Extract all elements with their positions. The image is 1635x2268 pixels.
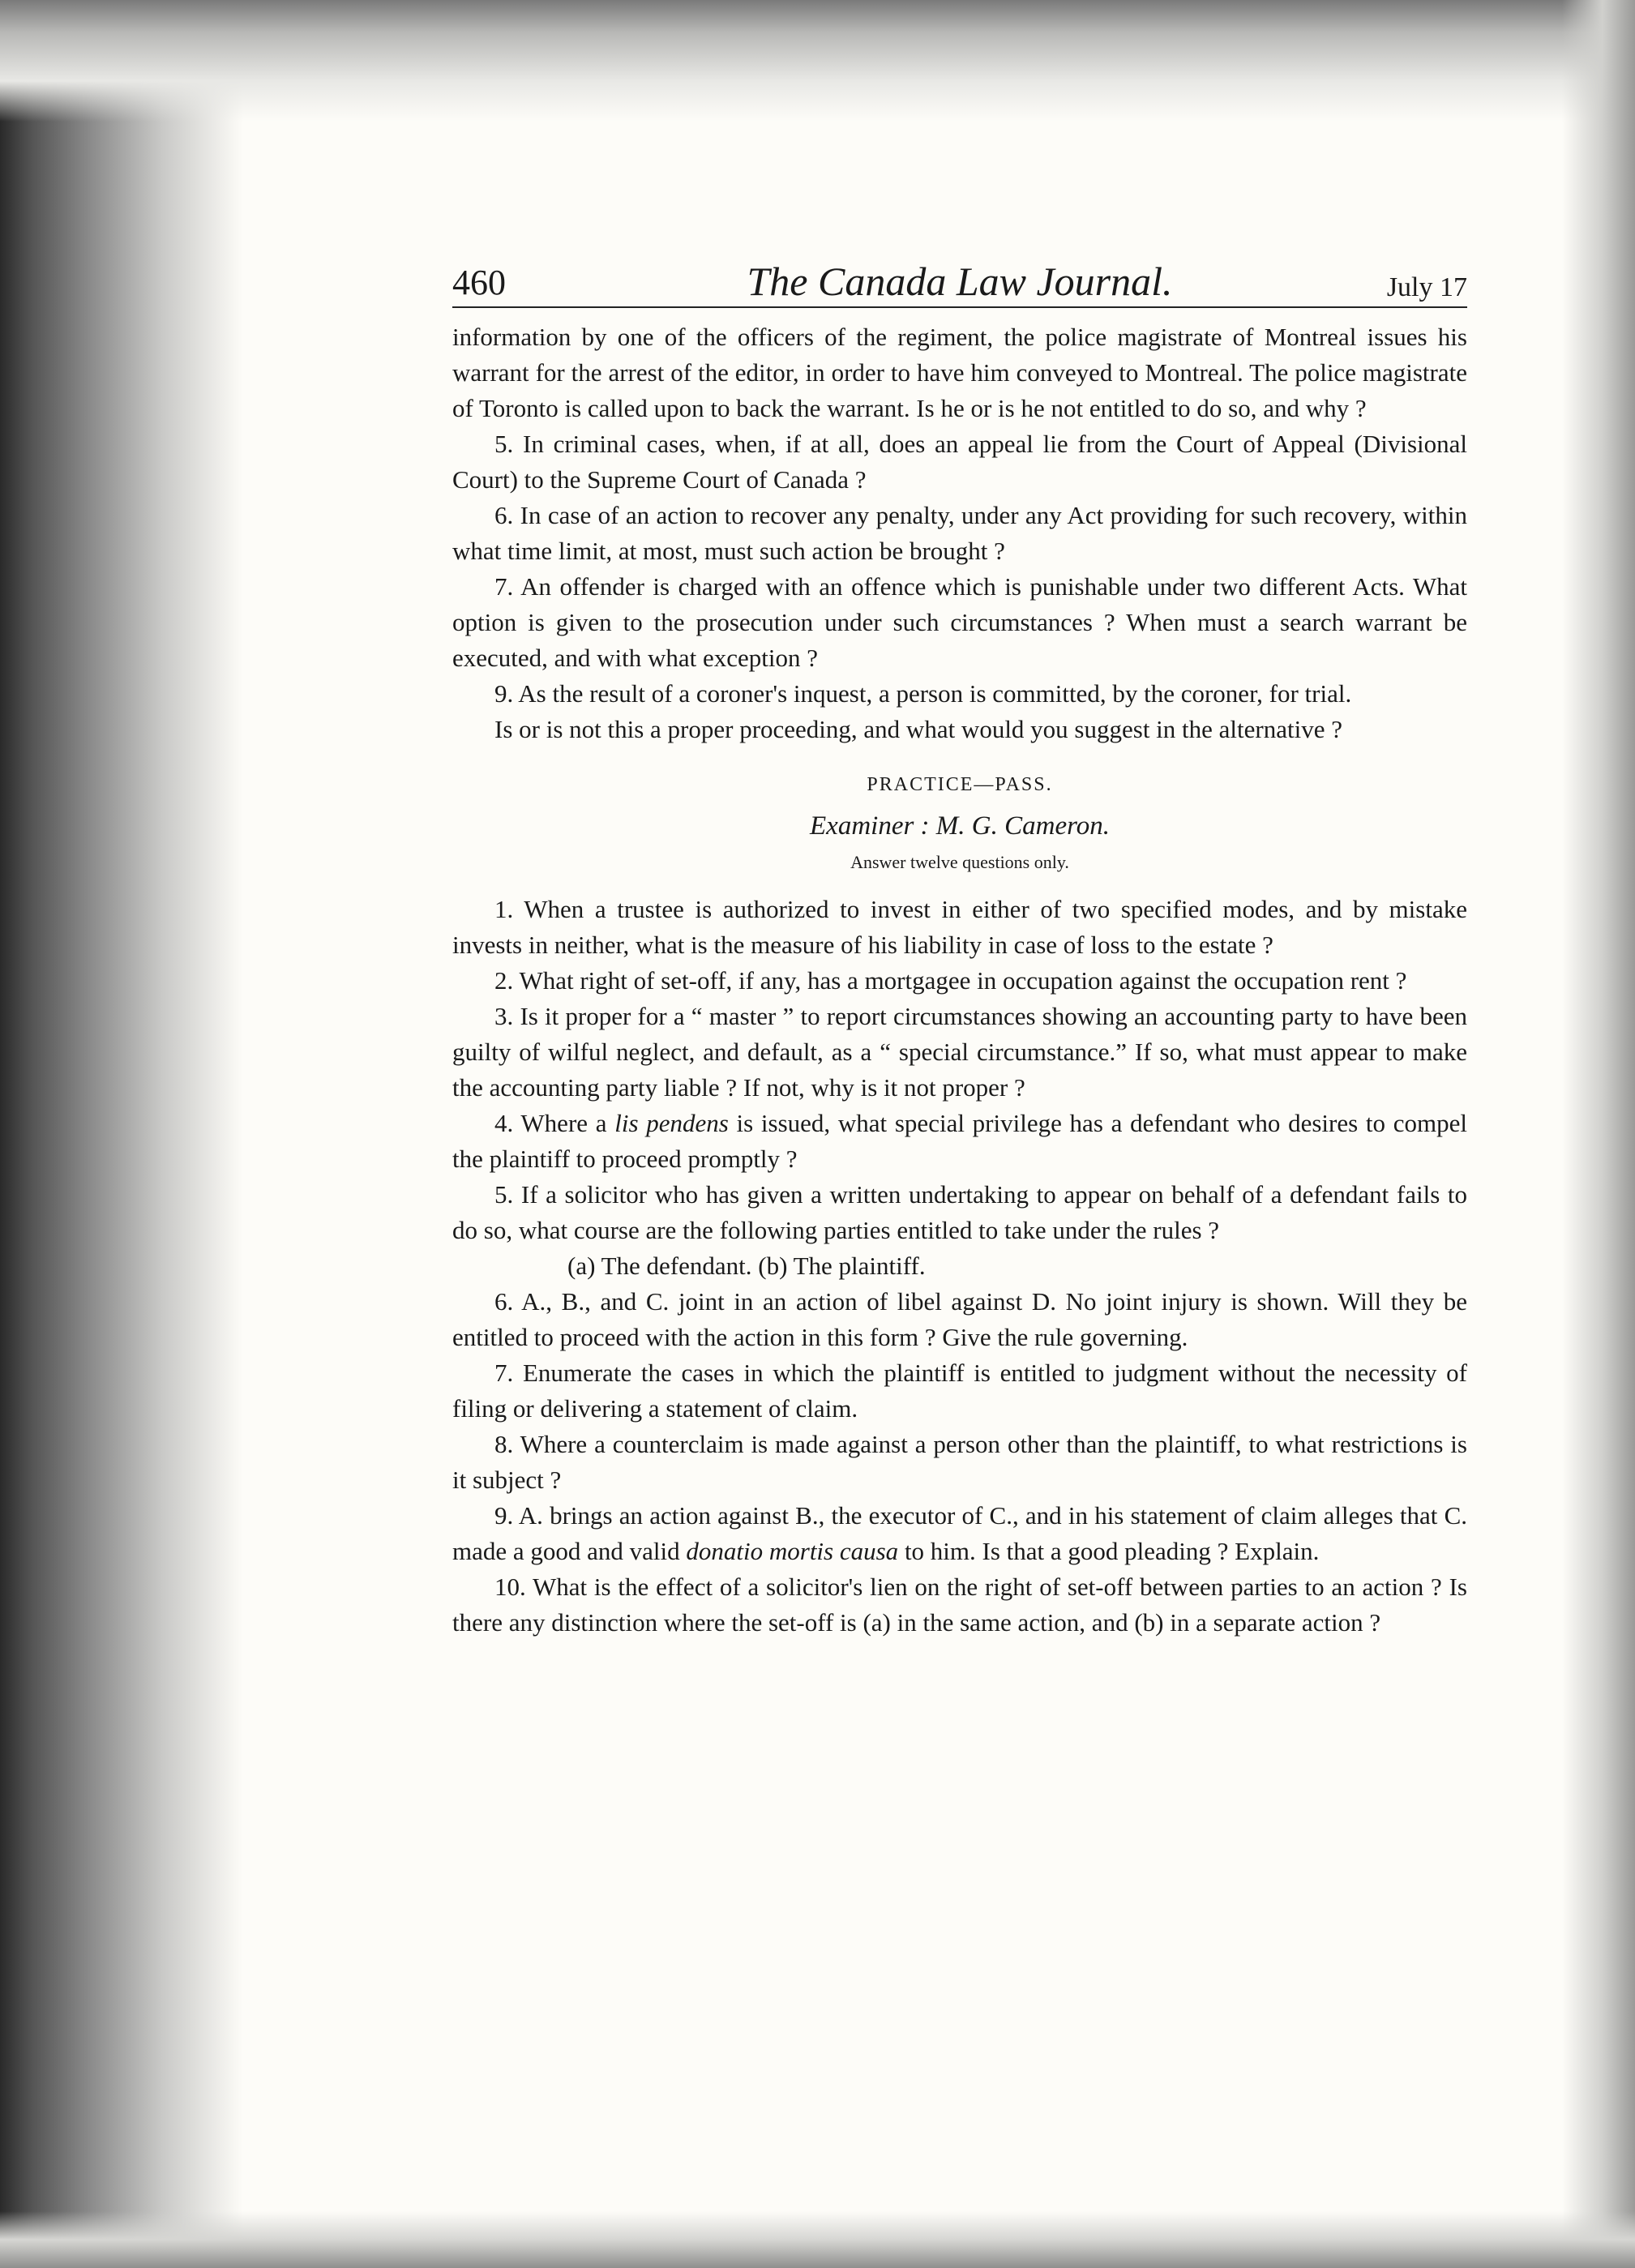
practice-question-6 [452,1284,1467,1355]
question-text: What right of set-off, if any, has a mortgagee in occupation against the occupation rent ? [519,966,1407,995]
question-number: 4. [494,1109,514,1137]
practice-question-10 [452,1569,1467,1641]
practice-question-9 [452,1498,1467,1569]
page-number: 460 [452,263,506,302]
journal-title: The Canada Law Journal. [747,259,1173,304]
instructions-line: Answer twelve questions only. [850,852,1069,872]
question-text: If a solicitor who has given a written undertaking to appear on behalf of a defendant fails to do so, what course are the following parties entitled to take under the rules ? [452,1180,1468,1244]
carryover-paragraph: information by one of the officers of the regiment, the police magistrate of Montreal issues his warrant for the arrest of the editor, in order to have him conveyed to Montreal. The police magistrate of Toronto is called upon to back the warrant. Is he or is he not entitled to do so, and why ? [452,323,1467,422]
question-number: 3. [494,1002,514,1030]
practice-question-4 [452,1106,1467,1177]
question-text: A., B., and C. joint in an action of libel against D. No joint injury is shown. Will they be entitled to proceed with the action in this form ? Give the rule governing. [452,1287,1467,1351]
question-text: to him. Is that a good pleading ? Explain. [904,1537,1320,1565]
question-text: In criminal cases, when, if at all, does an appeal lie from the Court of Appeal (Divisional Court) to the Supreme Court of Canada ? [452,430,1468,494]
question-number: 1. [494,895,514,923]
practice-question-1 [452,892,1467,963]
question-text: What is the effect of a solicitor's lien on the right of set-off between parties to an action ? Is there any distinction where the set-off is (a) in the same action, and (b) in a separate action ? [452,1573,1467,1637]
question-number: 5. [494,1180,514,1209]
question-text: Where a [520,1109,607,1137]
latin-term: lis pendens [614,1109,729,1137]
practice-question-7 [452,1355,1467,1427]
section-title: PRACTICE—PASS. [867,774,1053,795]
criminal-question-5 [452,426,1467,498]
question-number: 9. [494,679,514,708]
question-number: 7. [494,1359,514,1387]
issue-date: July 17 [1386,272,1467,302]
criminal-question-9-followup: Is or is not this a proper proceeding, and what would you suggest in the alternative ? [494,715,1342,743]
question-text: A. brings an action against B., the executor of C., and in his statement of claim alleges that C. made a good and valid [452,1501,1468,1565]
question-text: is issued, what special privilege has a defendant who desires to compel the plaintiff to proceed promptly ? [452,1109,1467,1173]
scan-shadow-right [1562,0,1635,2268]
question-text: Where a counterclaim is made against a person other than the plaintiff, to what restrictions is it subject ? [452,1430,1467,1494]
question-text: In case of an action to recover any penalty, under any Act providing for such recovery, within what time limit, at most, must such action be brought ? [452,501,1468,565]
practice-question-5-subparts: (a) The defendant. (b) The plaintiff. [567,1252,926,1280]
journal-page [452,258,1467,1641]
question-number: 10. [494,1573,526,1601]
running-head [452,258,1467,308]
criminal-question-7 [452,569,1467,676]
question-number: 8. [494,1430,514,1458]
question-number: 6. [494,501,514,529]
question-text: As the result of a coroner's inquest, a person is committed, by the coroner, for trial. [518,679,1352,708]
question-number: 5. [494,430,514,458]
question-text: Is it proper for a “ master ” to report circumstances showing an accounting party to have been guilty of wilful neglect, and default, as a “ special circumstance.” If so, what must appear to make the accounting party liable ? If not, why is it not proper ? [452,1002,1467,1102]
scan-shadow-bottom [0,2211,1635,2268]
criminal-question-9 [452,676,1467,712]
question-text: Enumerate the cases in which the plaintiff is entitled to judgment without the necessity of filing or delivering a statement of claim. [452,1359,1467,1423]
question-number: 2. [494,966,514,995]
article-body [452,319,1467,1641]
criminal-question-6 [452,498,1467,569]
question-text: An offender is charged with an offence which is punishable under two different Acts. What option is given to the prosecution under such circumstances ? When must a search warrant be executed, and with what exception ? [452,572,1467,672]
practice-question-2 [452,963,1467,999]
scan-shadow-top [0,0,1635,122]
question-number: 6. [494,1287,514,1316]
question-number: 7. [494,572,514,601]
practice-question-3 [452,999,1467,1106]
question-number: 9. [494,1501,514,1530]
question-text: When a trustee is authorized to invest in either of two specified modes, and by mistake invests in neither, what is the measure of his liability in case of loss to the estate ? [452,895,1467,959]
practice-question-5 [452,1177,1467,1248]
examiner-line: Examiner : M. G. Cameron. [810,811,1110,841]
practice-question-8 [452,1427,1467,1498]
latin-term: donatio mortis causa [686,1537,899,1565]
scan-shadow-left [0,0,243,2268]
